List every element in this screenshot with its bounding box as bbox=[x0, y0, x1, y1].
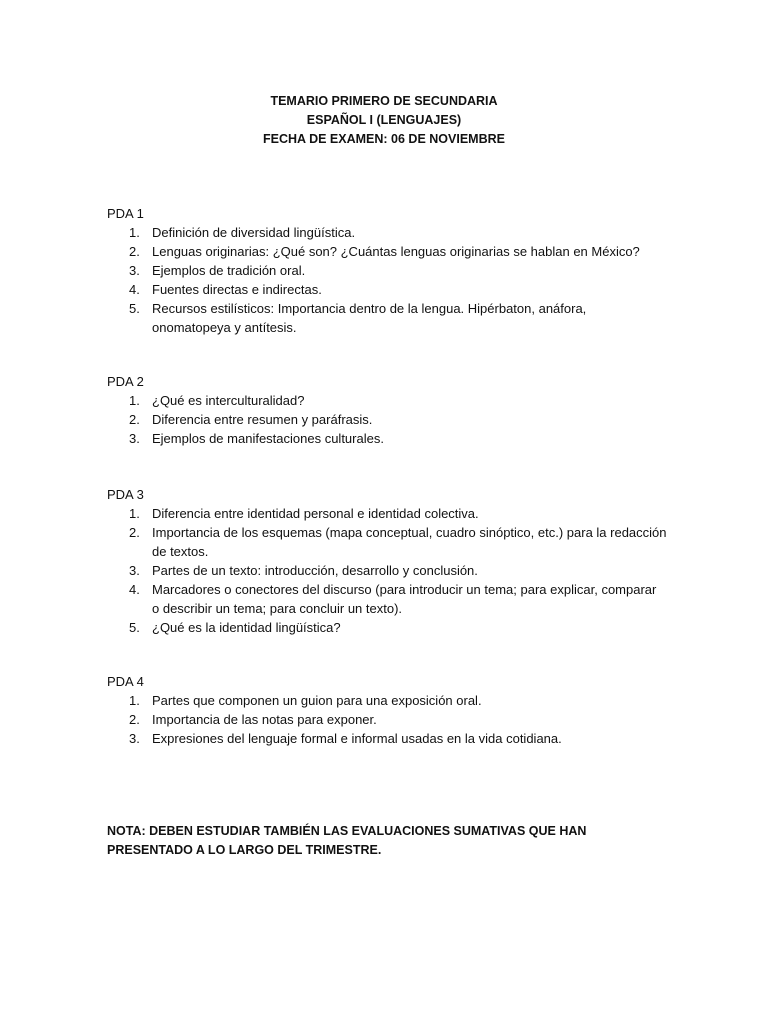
header-title: TEMARIO PRIMERO DE SECUNDARIA bbox=[270, 94, 498, 108]
item-text: Diferencia entre resumen y paráfrasis. bbox=[152, 412, 373, 427]
list-item bbox=[107, 410, 667, 429]
header-exam-date: FECHA DE EXAMEN: 06 DE NOVIEMBRE bbox=[263, 132, 505, 146]
item-text: Ejemplos de manifestaciones culturales. bbox=[152, 431, 384, 446]
item-number: 1. bbox=[129, 393, 140, 408]
list-item bbox=[107, 242, 667, 261]
list-item bbox=[107, 618, 667, 637]
item-text: Partes que componen un guion para una exposición oral. bbox=[152, 693, 482, 708]
list-item bbox=[107, 504, 667, 523]
item-text: Partes de un texto: introducción, desarrollo y conclusión. bbox=[152, 563, 478, 578]
item-text: Importancia de las notas para exponer. bbox=[152, 712, 377, 727]
item-number: 2. bbox=[129, 244, 140, 259]
list-item bbox=[107, 580, 667, 618]
item-list bbox=[107, 691, 667, 748]
list-item bbox=[107, 710, 667, 729]
item-number: 5. bbox=[129, 620, 140, 635]
study-note: NOTA: DEBEN ESTUDIAR TAMBIÉN LAS EVALUACIONES SUMATIVAS QUE HAN PRESENTADO A LO LARGO DEL TRIMESTRE. bbox=[107, 824, 587, 857]
item-number: 4. bbox=[129, 582, 140, 597]
item-number: 3. bbox=[129, 263, 140, 278]
item-number: 1. bbox=[129, 506, 140, 521]
list-item bbox=[107, 729, 667, 748]
section-pda-1 bbox=[107, 204, 667, 337]
list-item bbox=[107, 429, 667, 448]
item-number: 1. bbox=[129, 225, 140, 240]
section-title: PDA 2 bbox=[107, 374, 144, 389]
item-list bbox=[107, 391, 667, 448]
item-number: 4. bbox=[129, 282, 140, 297]
list-item bbox=[107, 261, 667, 280]
list-item bbox=[107, 523, 667, 561]
item-number: 2. bbox=[129, 712, 140, 727]
section-pda-3 bbox=[107, 485, 667, 637]
document-header bbox=[0, 92, 768, 149]
item-text: ¿Qué es la identidad lingüística? bbox=[152, 620, 341, 635]
item-text: Marcadores o conectores del discurso (para introducir un tema; para explicar, comparar o describir un tema; para concluir un texto). bbox=[152, 582, 657, 616]
item-text: Ejemplos de tradición oral. bbox=[152, 263, 306, 278]
item-number: 2. bbox=[129, 525, 140, 540]
list-item bbox=[107, 561, 667, 580]
list-item bbox=[107, 299, 667, 337]
item-number: 5. bbox=[129, 301, 140, 316]
section-pda-4 bbox=[107, 672, 667, 748]
item-number: 3. bbox=[129, 563, 140, 578]
section-title: PDA 3 bbox=[107, 487, 144, 502]
item-number: 3. bbox=[129, 431, 140, 446]
list-item bbox=[107, 280, 667, 299]
item-list bbox=[107, 223, 667, 337]
item-text: ¿Qué es interculturalidad? bbox=[152, 393, 305, 408]
section-pda-2 bbox=[107, 372, 667, 448]
item-text: Importancia de los esquemas (mapa conceptual, cuadro sinóptico, etc.) para la redacción de textos. bbox=[152, 525, 667, 559]
item-text: Diferencia entre identidad personal e identidad colectiva. bbox=[152, 506, 479, 521]
section-title: PDA 4 bbox=[107, 674, 144, 689]
list-item bbox=[107, 391, 667, 410]
list-item bbox=[107, 223, 667, 242]
section-title: PDA 1 bbox=[107, 206, 144, 221]
item-text: Expresiones del lenguaje formal e informal usadas en la vida cotidiana. bbox=[152, 731, 562, 746]
item-text: Definición de diversidad lingüística. bbox=[152, 225, 356, 240]
list-item bbox=[107, 691, 667, 710]
item-number: 1. bbox=[129, 693, 140, 708]
item-number: 2. bbox=[129, 412, 140, 427]
header-subject: ESPAÑOL I (LENGUAJES) bbox=[306, 113, 462, 127]
item-text: Fuentes directas e indirectas. bbox=[152, 282, 322, 297]
item-text: Recursos estilísticos: Importancia dentro de la lengua. Hipérbaton, anáfora, onomatopeya y antítesis. bbox=[152, 301, 587, 335]
item-list bbox=[107, 504, 667, 637]
item-text: Lenguas originarias: ¿Qué son? ¿Cuántas lenguas originarias se hablan en México? bbox=[152, 244, 640, 259]
item-number: 3. bbox=[129, 731, 140, 746]
